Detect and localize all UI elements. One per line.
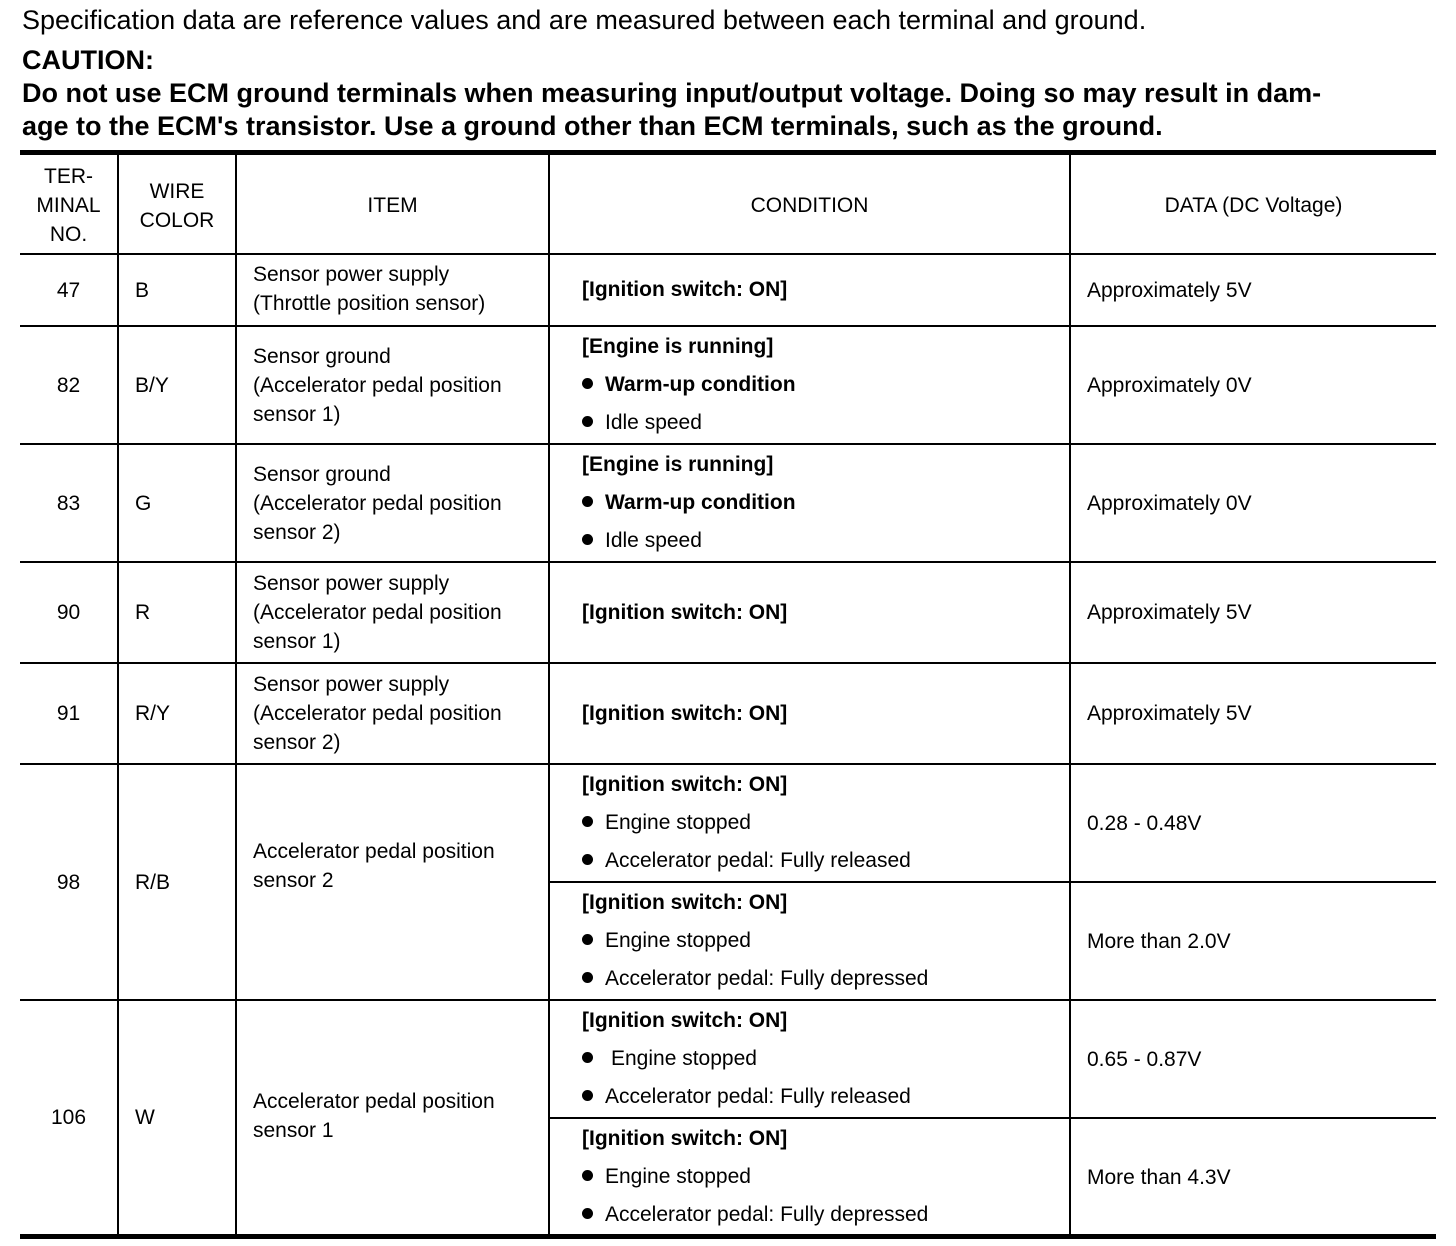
item-cell [237, 327, 548, 443]
terminal-no-cell: 106 [50, 1106, 87, 1129]
condition-title: [Ignition switch: ON] [582, 278, 788, 301]
condition-bullet [582, 1196, 1072, 1234]
item-cell [237, 253, 548, 325]
condition-title: [Ignition switch: ON] [582, 773, 788, 796]
condition-bullet-text: Idle speed [605, 411, 702, 434]
item-cell [237, 749, 548, 983]
condition-cell [566, 883, 1072, 999]
wire-color-cell: W [135, 1106, 155, 1129]
item-line: (Accelerator pedal position [253, 491, 502, 515]
item-line: sensor 2) [253, 731, 341, 754]
item-line: (Accelerator pedal position [253, 601, 502, 624]
wire-color-cell: R/B [135, 870, 171, 894]
condition-bullet [582, 804, 1072, 842]
data-cell: 0.28 - 0.48V [1087, 811, 1202, 835]
condition-cell [566, 1001, 1072, 1117]
item-line: sensor 1 [253, 1118, 334, 1142]
bullet-dot-icon [582, 1052, 593, 1063]
intro-text: Specification data are reference values and are measured between each terminal and ground. [22, 5, 1147, 35]
condition-bullet-text: Idle speed [605, 529, 702, 552]
header-wire-line: WIRE [149, 179, 205, 203]
data-cell: Approximately 5V [1087, 702, 1252, 725]
terminal-no-cell: 47 [56, 278, 81, 302]
condition-bullet-text: Engine stopped [605, 1165, 751, 1188]
wire-color-cell: R/Y [135, 702, 171, 725]
condition-bullet-text: Accelerator pedal: Fully depressed [605, 1203, 929, 1226]
header-terminal-line: MINAL [36, 194, 101, 217]
condition-bullet-text: Engine stopped [605, 929, 751, 952]
condition-cell [566, 445, 1072, 561]
condition-bullet [582, 1040, 1072, 1078]
condition-title: [Engine is running] [582, 453, 774, 476]
condition-title: [Ignition switch: ON] [582, 1009, 788, 1032]
data-cell: 0.65 - 0.87V [1087, 1047, 1202, 1071]
header-condition-label: CONDITION [750, 194, 869, 217]
condition-cell [566, 327, 1072, 443]
item-line: (Throttle position sensor) [253, 292, 486, 315]
header-terminal-no [20, 158, 117, 253]
terminal-no-cell: 82 [56, 373, 81, 397]
bullet-dot-icon [582, 1208, 593, 1219]
condition-bullet [582, 1078, 1072, 1116]
item-line: Sensor ground [253, 462, 391, 486]
condition-bullet [582, 842, 1072, 880]
bullet-dot-icon [582, 496, 593, 507]
condition-title: [Engine is running] [582, 335, 774, 358]
header-wire-line: COLOR [139, 208, 215, 232]
condition-bullet [582, 484, 1072, 522]
bullet-dot-icon [582, 854, 593, 865]
wire-color-cell: G [135, 491, 152, 515]
condition-bullet [582, 522, 1072, 560]
condition-bullet-text: Warm-up condition [605, 373, 796, 396]
item-line: Accelerator pedal position [253, 840, 495, 863]
condition-bullet [582, 404, 1072, 442]
condition-bullet-text: Warm-up condition [605, 491, 796, 514]
terminal-data-table [20, 150, 1436, 1239]
header-item [237, 158, 548, 253]
condition-cell [566, 765, 1072, 881]
item-line: (Accelerator pedal position [253, 702, 502, 725]
condition-bullet-text: Accelerator pedal: Fully released [605, 1085, 911, 1108]
data-cell: Approximately 0V [1087, 373, 1252, 397]
caution-title: CAUTION: [22, 45, 154, 75]
condition-cell [566, 255, 1072, 325]
bullet-dot-icon [582, 1090, 593, 1101]
item-line: Accelerator pedal position [253, 1089, 495, 1113]
condition-bullet-text: Accelerator pedal: Fully depressed [605, 967, 929, 990]
condition-cell [566, 1119, 1072, 1235]
condition-bullet-text: Accelerator pedal: Fully released [605, 849, 911, 872]
item-line: Sensor power supply [253, 673, 450, 696]
header-wire-color [119, 158, 235, 253]
data-cell: More than 2.0V [1087, 929, 1231, 953]
item-line: sensor 2 [253, 869, 334, 892]
condition-title: [Ignition switch: ON] [582, 1127, 788, 1150]
item-line: Sensor power supply [253, 572, 450, 595]
bullet-dot-icon [582, 378, 593, 389]
terminal-no-cell: 98 [56, 870, 81, 894]
bullet-dot-icon [582, 416, 593, 427]
item-line: Sensor ground [253, 344, 391, 368]
data-cell: Approximately 0V [1087, 491, 1252, 515]
data-cell: Approximately 5V [1087, 601, 1252, 624]
header-item-label: ITEM [367, 194, 418, 217]
item-line: Sensor power supply [253, 263, 450, 286]
item-line: sensor 2) [253, 520, 341, 544]
condition-title: [Ignition switch: ON] [582, 701, 788, 725]
terminal-no-cell: 83 [56, 491, 81, 515]
wire-color-cell: R [135, 601, 151, 624]
data-cell: Approximately 5V [1087, 278, 1252, 302]
condition-title: [Ignition switch: ON] [582, 891, 788, 914]
condition-bullet [582, 922, 1072, 960]
condition-bullet [582, 1158, 1072, 1196]
bullet-dot-icon [582, 1170, 593, 1181]
caution-text [22, 77, 1432, 143]
column-rule [548, 153, 550, 1235]
item-line: (Accelerator pedal position [253, 373, 502, 397]
condition-cell [566, 664, 1072, 763]
header-terminal-line: NO. [49, 223, 88, 246]
wire-color-cell: B/Y [135, 373, 169, 397]
item-cell [237, 445, 548, 561]
condition-bullet [582, 366, 1072, 404]
header-terminal-line: TER- [44, 165, 93, 188]
terminal-no-cell: 90 [56, 601, 81, 624]
bullet-dot-icon [582, 534, 593, 545]
header-condition [550, 158, 1069, 253]
data-cell: More than 4.3V [1087, 1165, 1231, 1189]
condition-cell [566, 563, 1072, 662]
table-top-rule [20, 150, 1436, 155]
bullet-dot-icon [582, 816, 593, 827]
header-data-label: DATA (DC Voltage) [1164, 194, 1343, 217]
condition-bullet-text: Engine stopped [605, 811, 751, 834]
item-cell [237, 563, 548, 662]
wire-color-cell: B [135, 278, 150, 302]
header-data [1071, 158, 1436, 253]
bullet-dot-icon [582, 972, 593, 983]
caution-line: age to the ECM's transistor. Use a ground other than ECM terminals, such as the ground. [22, 111, 1163, 141]
condition-bullet [582, 960, 1072, 998]
item-line: sensor 1) [253, 630, 341, 653]
caution-line: Do not use ECM ground terminals when measuring input/output voltage. Doing so may result in dam- [22, 78, 1322, 108]
terminal-no-cell: 91 [56, 702, 81, 725]
bullet-dot-icon [582, 934, 593, 945]
condition-title: [Ignition switch: ON] [582, 600, 788, 624]
item-line: sensor 1) [253, 402, 341, 426]
condition-bullet-text: Engine stopped [611, 1047, 757, 1070]
item-cell [237, 999, 548, 1232]
